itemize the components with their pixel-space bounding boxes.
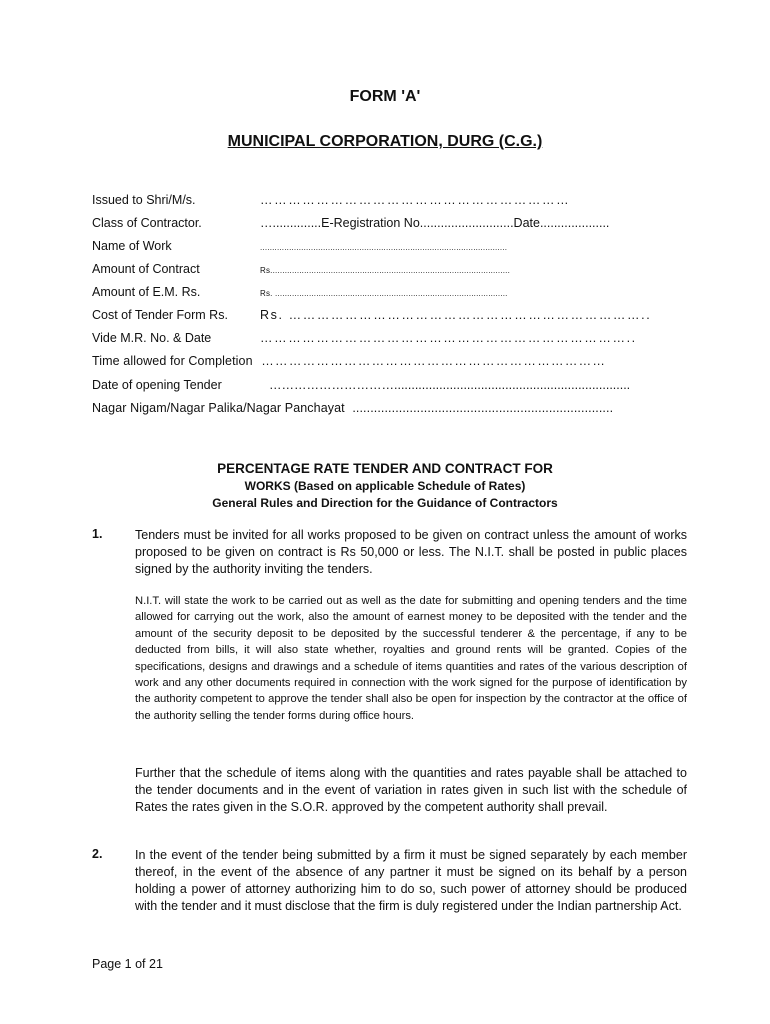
field-label: Time allowed for Completion [92, 354, 253, 368]
field-blank: ………………………………………………………… [260, 193, 571, 207]
field-blank: ......................................................................... [352, 401, 614, 415]
field-label: Amount of Contract [92, 262, 200, 276]
field-label: Amount of E.M. Rs. [92, 285, 201, 299]
field-label: Nagar Nigam/Nagar Palika/Nagar Panchayat [92, 401, 345, 415]
field-blank: ………………………………………………………………… [261, 354, 607, 368]
clause-number: 2. [92, 847, 103, 861]
clause-sub-text: N.I.T. will state the work to be carried out as well as the date for submitting and opening tenders and the time allowed for carrying out the work, also the amount of earnest money to be deposited with the tender and the amount of the security deposit to be deposited by the successful tenderer & the percentage, if any to be deducted from bills, it will also state whether, royalties and ground rents will be granted. Copies of the specifications, designs and drawings and a schedule of items quantities and rates of the various description of work and any other documents required in connection with the work signed for the purpose of identification by the authority competent to approve the tender shall also be open for inspection by the contractor at the office of the authority selling the tender forms during office hours. [135, 595, 687, 722]
form-title: FORM 'A' [349, 88, 421, 105]
field-label: Cost of Tender Form Rs. [92, 308, 228, 322]
field-label: Date of opening Tender [92, 378, 222, 392]
field-label: Class of Contractor. [92, 216, 202, 230]
field-blank: Rs. ................................................................................................ [260, 289, 508, 298]
field-blank: Rs. ………………………………………………………………….. [260, 308, 652, 322]
field-label: Issued to Shri/M/s. [92, 193, 196, 207]
clause-text: Tenders must be invited for all works proposed to be given on contract unless the amount of works proposed to be given on contract is Rs 50,000 or less. The N.I.T. shall be posted in public places signed by the authority inviting the tenders. [135, 528, 687, 576]
field-blank: Rs................................................................................................... [260, 266, 511, 275]
section-title: PERCENTAGE RATE TENDER AND CONTRACT FOR [217, 461, 553, 476]
clause-text: In the event of the tender being submitted by a firm it must be signed separately by each member thereof, in the event of the absence of any partner it must be signed on its behalf by a person holding a power of attorney authorizing him to do so, such power of attorney should be produced with the tender and it must disclose that the firm is duly registered under the Indian partnership Act. [135, 848, 687, 913]
field-label: Vide M.R. No. & Date [92, 331, 212, 345]
field-time-allowed [92, 353, 606, 370]
clause-further-text: Further that the schedule of items along with the quantities and rates payable shall be attached to the tender documents and in the event of variation in rates given in such list with the schedule of Rates the rates given in the S.O.R. approved by the competent authority shall prevail. [135, 766, 687, 814]
section-subtitle: WORKS (Based on applicable Schedule of Rates) [244, 479, 526, 493]
field-blank: ………………………….................................................................... [269, 378, 631, 392]
section-subtitle-guidance: General Rules and Direction for the Guidance of Contractors [212, 496, 558, 510]
org-title: MUNICIPAL CORPORATION, DURG (C.G.) [227, 133, 543, 150]
field-blank: …..............E-Registration No...........................Date.................... [260, 216, 610, 230]
field-label: Name of Work [92, 239, 172, 253]
field-blank: ...................................................................................................... [260, 243, 508, 252]
clause-number: 1. [92, 527, 103, 541]
page-number: Page 1 of 21 [92, 957, 163, 971]
field-nagar-nigam [92, 400, 613, 417]
field-blank: …………………………………………………………………….. [260, 331, 637, 345]
